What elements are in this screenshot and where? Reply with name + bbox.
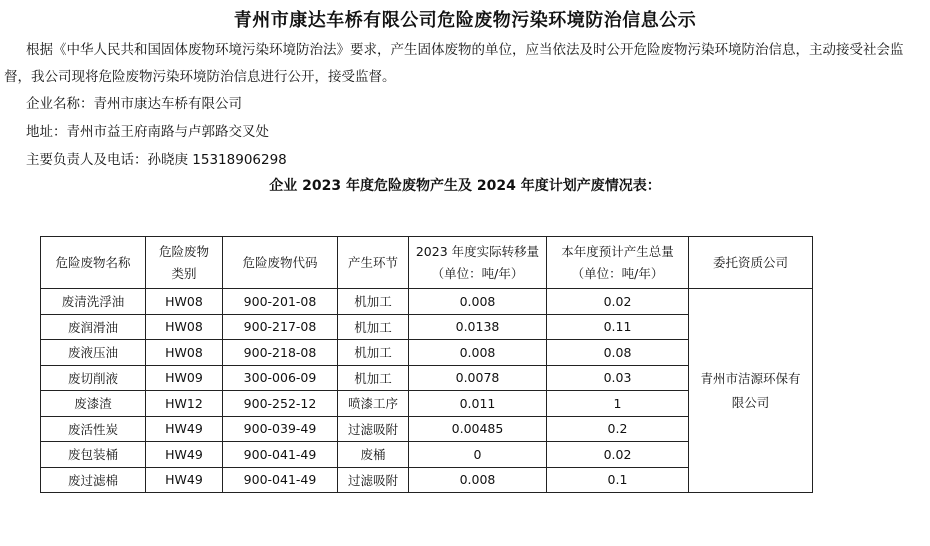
cell-category: HW12 [146,391,223,417]
header-name: 危险废物名称 [41,237,146,289]
cell-planned: 0.02 [547,442,689,468]
company-line2: 限公司 [731,394,770,410]
cell-stage: 废桶 [338,442,409,468]
company-line1: 青州市洁源环保有 [700,370,801,386]
cell-name: 废润滑油 [41,314,146,340]
cell-name: 废漆渣 [41,391,146,417]
cell-planned: 0.2 [547,416,689,442]
cell-planned: 1 [547,391,689,417]
header-planned [547,237,689,289]
cell-code: 900-218-08 [223,340,338,366]
company-name-line: 企业名称：青州市康达车桥有限公司 [26,96,242,112]
cell-name: 废活性炭 [41,416,146,442]
cell-transfer: 0.00485 [409,416,547,442]
header-transfer [409,237,547,289]
cell-planned: 0.11 [547,314,689,340]
header-planned-line1: 本年度预计产生总量 [561,243,674,259]
page-title: 青州市康达车桥有限公司危险废物污染环境防治信息公示 [233,10,697,31]
cell-code: 300-006-09 [223,365,338,391]
cell-category: HW49 [146,467,223,493]
cell-code: 900-041-49 [223,442,338,468]
address-line: 地址：青州市益王府南路与卢郭路交叉处 [26,124,269,140]
cell-category: HW08 [146,314,223,340]
cell-stage: 机加工 [338,314,409,340]
header-category [146,237,223,289]
cell-transfer: 0.008 [409,289,547,315]
header-planned-line2: （单位：吨/年） [571,265,664,281]
cell-name: 废包装桶 [41,442,146,468]
cell-stage: 过滤吸附 [338,467,409,493]
table-row [41,289,813,315]
cell-code: 900-039-49 [223,416,338,442]
cell-planned: 0.02 [547,289,689,315]
intro-paragraph: 根据《中华人民共和国固体废物环境污染环境防治法》要求，产生固体废物的单位，应当依法及时公开危险废物污染环境防治信息，主动接受社会监督，我公司现将危险废物污染环境防治信息进行公开，接受监督。 [4,42,904,85]
cell-code: 900-252-12 [223,391,338,417]
table-title: 企业 2023 年度危险废物产生及 2024 年度计划产废情况表： [269,178,661,194]
cell-transfer: 0.008 [409,467,547,493]
cell-stage: 喷漆工序 [338,391,409,417]
header-stage: 产生环节 [338,237,409,289]
cell-stage: 机加工 [338,340,409,366]
contact-line: 主要负责人及电话：孙晓庚 15318906298 [26,152,287,168]
cell-code: 900-041-49 [223,467,338,493]
cell-name: 废过滤棉 [41,467,146,493]
cell-transfer: 0 [409,442,547,468]
hazardous-waste-table [40,236,813,493]
cell-name: 废切削液 [41,365,146,391]
header-category-line2: 类别 [171,265,197,281]
header-category-line1: 危险废物 [158,243,209,259]
cell-planned: 0.1 [547,467,689,493]
cell-category: HW49 [146,416,223,442]
cell-category: HW09 [146,365,223,391]
table-header-row [41,237,813,289]
cell-planned: 0.08 [547,340,689,366]
cell-stage: 过滤吸附 [338,416,409,442]
cell-name: 废液压油 [41,340,146,366]
cell-category: HW08 [146,289,223,315]
cell-company [689,289,813,493]
cell-planned: 0.03 [547,365,689,391]
header-transfer-line1: 2023 年度实际转移量 [415,243,540,259]
cell-category: HW08 [146,340,223,366]
cell-name: 废清洗浮油 [41,289,146,315]
cell-stage: 机加工 [338,365,409,391]
header-transfer-line2: （单位：吨/年） [431,265,524,281]
cell-category: HW49 [146,442,223,468]
cell-transfer: 0.011 [409,391,547,417]
cell-code: 900-201-08 [223,289,338,315]
cell-transfer: 0.0138 [409,314,547,340]
header-code: 危险废物代码 [223,237,338,289]
cell-code: 900-217-08 [223,314,338,340]
cell-stage: 机加工 [338,289,409,315]
cell-transfer: 0.008 [409,340,547,366]
header-company: 委托资质公司 [689,237,813,289]
cell-transfer: 0.0078 [409,365,547,391]
